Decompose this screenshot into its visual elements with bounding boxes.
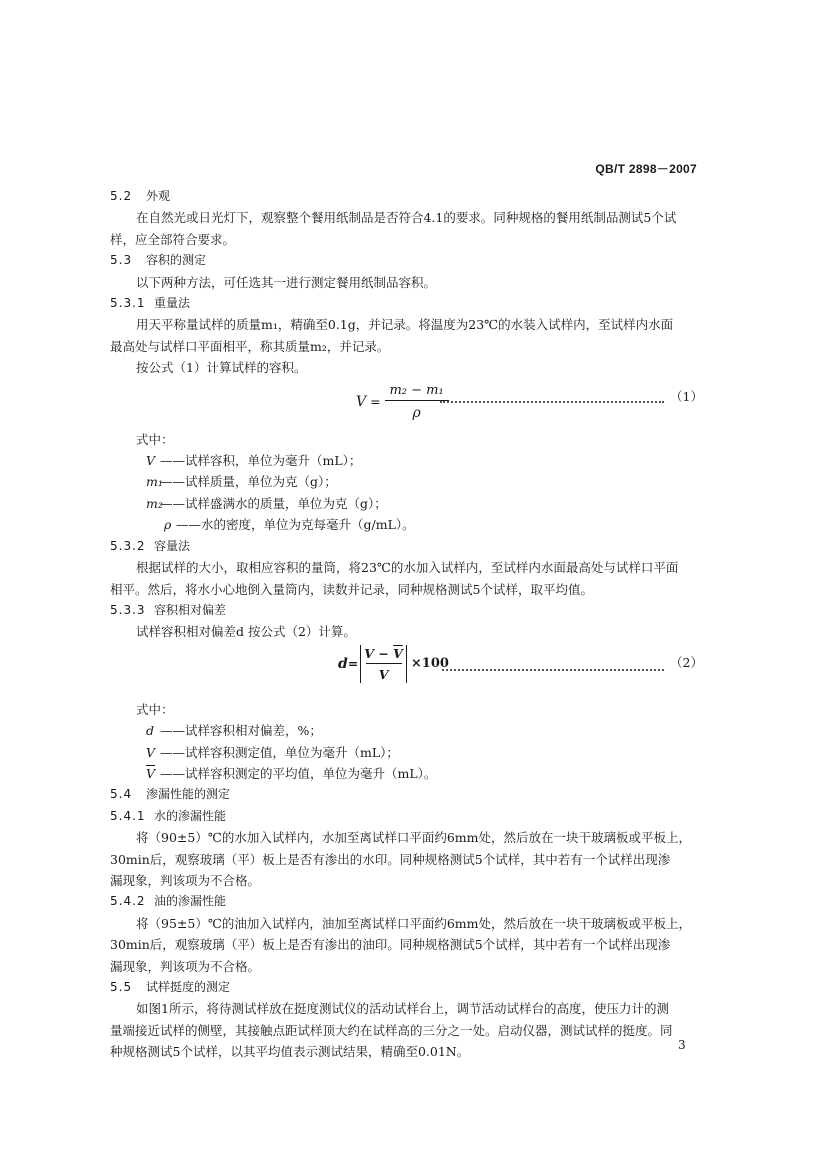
symbol-definition [110, 493, 700, 514]
symbol-text: ——试样盛满水的质量，单位为克（g）； [160, 495, 387, 511]
symbol-definition [110, 763, 700, 784]
symbol: d [146, 723, 155, 739]
paragraph-line: 用天平称量试样的质量m₁，精确至0.1g，并记录。将温度为23℃的水装入试样内，至试样内水面 [136, 317, 674, 333]
formula-fraction [364, 646, 403, 682]
paragraph-line: 根据试样的大小，取相应容积的量筒，将23℃的水加入试样内，至试样内水面最高处与试样口平面 [136, 560, 679, 576]
symbol-text: ——试样容积，单位为毫升（mL）； [160, 453, 362, 469]
paragraph-line: 漏现象，判该项为不合格。 [110, 958, 261, 974]
paragraph-line: 样，应全部符合要求。 [110, 231, 236, 247]
paragraph-line: 试样容积相对偏差d 按公式（2）计算。 [136, 624, 356, 640]
symbol-definition [110, 720, 700, 741]
equation-number: （2） [670, 654, 703, 670]
section-title: 容量法 [154, 538, 191, 553]
formula-denominator: ρ [385, 400, 449, 421]
section-title: 试样挺度的测定 [146, 980, 231, 994]
paragraph-line: 将（90±5）℃的水加入试样内，水加至离试样口平面约6mm处，然后放在一块干玻璃板或平板上， [136, 830, 691, 846]
section-title: 重量法 [154, 296, 191, 311]
section-heading-5-2 [110, 186, 700, 207]
symbol: m₁ [146, 474, 163, 490]
symbol-definition [110, 471, 700, 492]
section-number: 5.4.2 [110, 894, 146, 909]
section-heading-5-3-1 [110, 293, 700, 314]
section-heading-5-3-3 [110, 600, 700, 621]
formula-numerator: $V - \overline{V}$ [364, 645, 403, 661]
symbol: ρ [164, 517, 172, 533]
paragraph-line: 30min后，观察玻璃（平）板上是否有渗出的水印。同种规格测试5个试样，其中若有一个试样出现渗 [110, 851, 671, 867]
section-number: 5.3.1 [110, 296, 146, 311]
section-title: 外观 [146, 189, 171, 203]
formula-fraction [385, 383, 449, 421]
section-title: 油的渗漏性能 [154, 894, 227, 909]
where-label: 式中： [136, 701, 174, 717]
formula-1-expression [356, 383, 449, 421]
where-label: 式中： [136, 431, 174, 447]
absolute-value [360, 645, 407, 683]
formula-1 [110, 379, 703, 429]
equation-number: （1） [670, 388, 703, 404]
symbol-definition [110, 450, 700, 471]
formula-lhs: V [356, 393, 367, 410]
paragraph-line: 按公式（1）计算试样的容积。 [136, 360, 307, 376]
section-heading-5-5 [110, 977, 700, 998]
paragraph-line: 量端接近试样的侧壁，其接触点距试样顶大约在试样高的三分之一处。启动仪器，测试试样的挺度。同 [110, 1022, 673, 1038]
section-heading-5-3-2 [110, 536, 700, 557]
paragraph-line: 最高处与试样口平面相平，称其质量m₂，并记录。 [110, 338, 390, 354]
symbol-text: ——试样质量，单位为克（g）； [160, 474, 337, 490]
formula-2-expression [338, 645, 449, 683]
paragraph-line: 以下两种方法，可任选其一进行测定餐用纸制品容积。 [136, 274, 437, 290]
symbol-text: ——水的密度，单位为克每毫升（g/mL）。 [176, 517, 415, 533]
page-number: 3 [678, 1038, 686, 1052]
symbol: V [146, 453, 156, 469]
symbol-text: ——试样容积测定值，单位为毫升（mL）； [160, 744, 399, 760]
paragraph-line: 如图1所示，将待测试样放在挺度测试仪的活动试样台上，调节活动试样台的高度，使压力计的测 [136, 1001, 669, 1017]
symbol-definition [110, 514, 700, 535]
paragraph-line: 将（95±5）℃的油加入试样内，油加至离试样口平面约6mm处，然后放在一块干玻璃板或平板上， [136, 915, 691, 931]
section-number: 5.3 [110, 253, 133, 268]
section-heading-5-4-2 [110, 891, 700, 912]
paragraph-line: 在自然光或日光灯下，观察整个餐用纸制品是否符合4.1的要求。同种规格的餐用纸制品测试5个试 [136, 210, 677, 226]
section-number: 5.2 [110, 189, 133, 203]
formula-equals: = [370, 394, 381, 410]
symbol: V [146, 744, 156, 760]
document-body [110, 186, 703, 1063]
symbol-mean: $\overline{V}$ [146, 765, 156, 781]
section-title: 容积相对偏差 [154, 602, 227, 617]
symbol-text: ——试样容积相对偏差，%； [160, 723, 322, 739]
symbol: m₂ [146, 495, 163, 511]
section-title: 渗漏性能的测定 [146, 787, 231, 802]
section-heading-5-4-1 [110, 806, 700, 827]
formula-multiplier: ×100 [410, 656, 449, 672]
section-title: 容积的测定 [146, 253, 207, 268]
leader-dots [440, 395, 664, 403]
formula-denominator: V [366, 663, 402, 682]
standard-code: QB/T 2898－2007 [595, 162, 697, 176]
section-number: 5.4 [110, 787, 133, 802]
section-number: 5.4.1 [110, 808, 146, 823]
paragraph-line: 30min后，观察玻璃（平）板上是否有渗出的油印。同种规格测试5个试样，其中若有一个试样出现渗 [110, 937, 671, 953]
paragraph-line: 相平。然后，将水小心地倒入量筒内，读数并记录，同种规格测试5个试样，取平均值。 [110, 581, 593, 597]
formula-equals: = [347, 656, 359, 672]
section-heading-5-3 [110, 250, 700, 271]
section-number: 5.3.3 [110, 602, 146, 617]
formula-numerator: m₂ − m₁ [389, 382, 444, 398]
symbol-definition [110, 742, 700, 763]
paragraph-line: 种规格测试5个试样，以其平均值表示测试结果，精确至0.01N。 [110, 1044, 470, 1060]
paragraph-line: 漏现象，判该项为不合格。 [110, 872, 261, 888]
symbol-text: ——试样容积测定的平均值，单位为毫升（mL）。 [160, 765, 437, 781]
section-number: 5.5 [110, 980, 133, 994]
section-title: 水的渗漏性能 [154, 808, 227, 823]
section-heading-5-4 [110, 784, 700, 805]
formula-2 [110, 643, 703, 699]
leader-dots [442, 663, 664, 671]
formula-lhs: d [338, 655, 348, 672]
section-number: 5.3.2 [110, 538, 146, 553]
